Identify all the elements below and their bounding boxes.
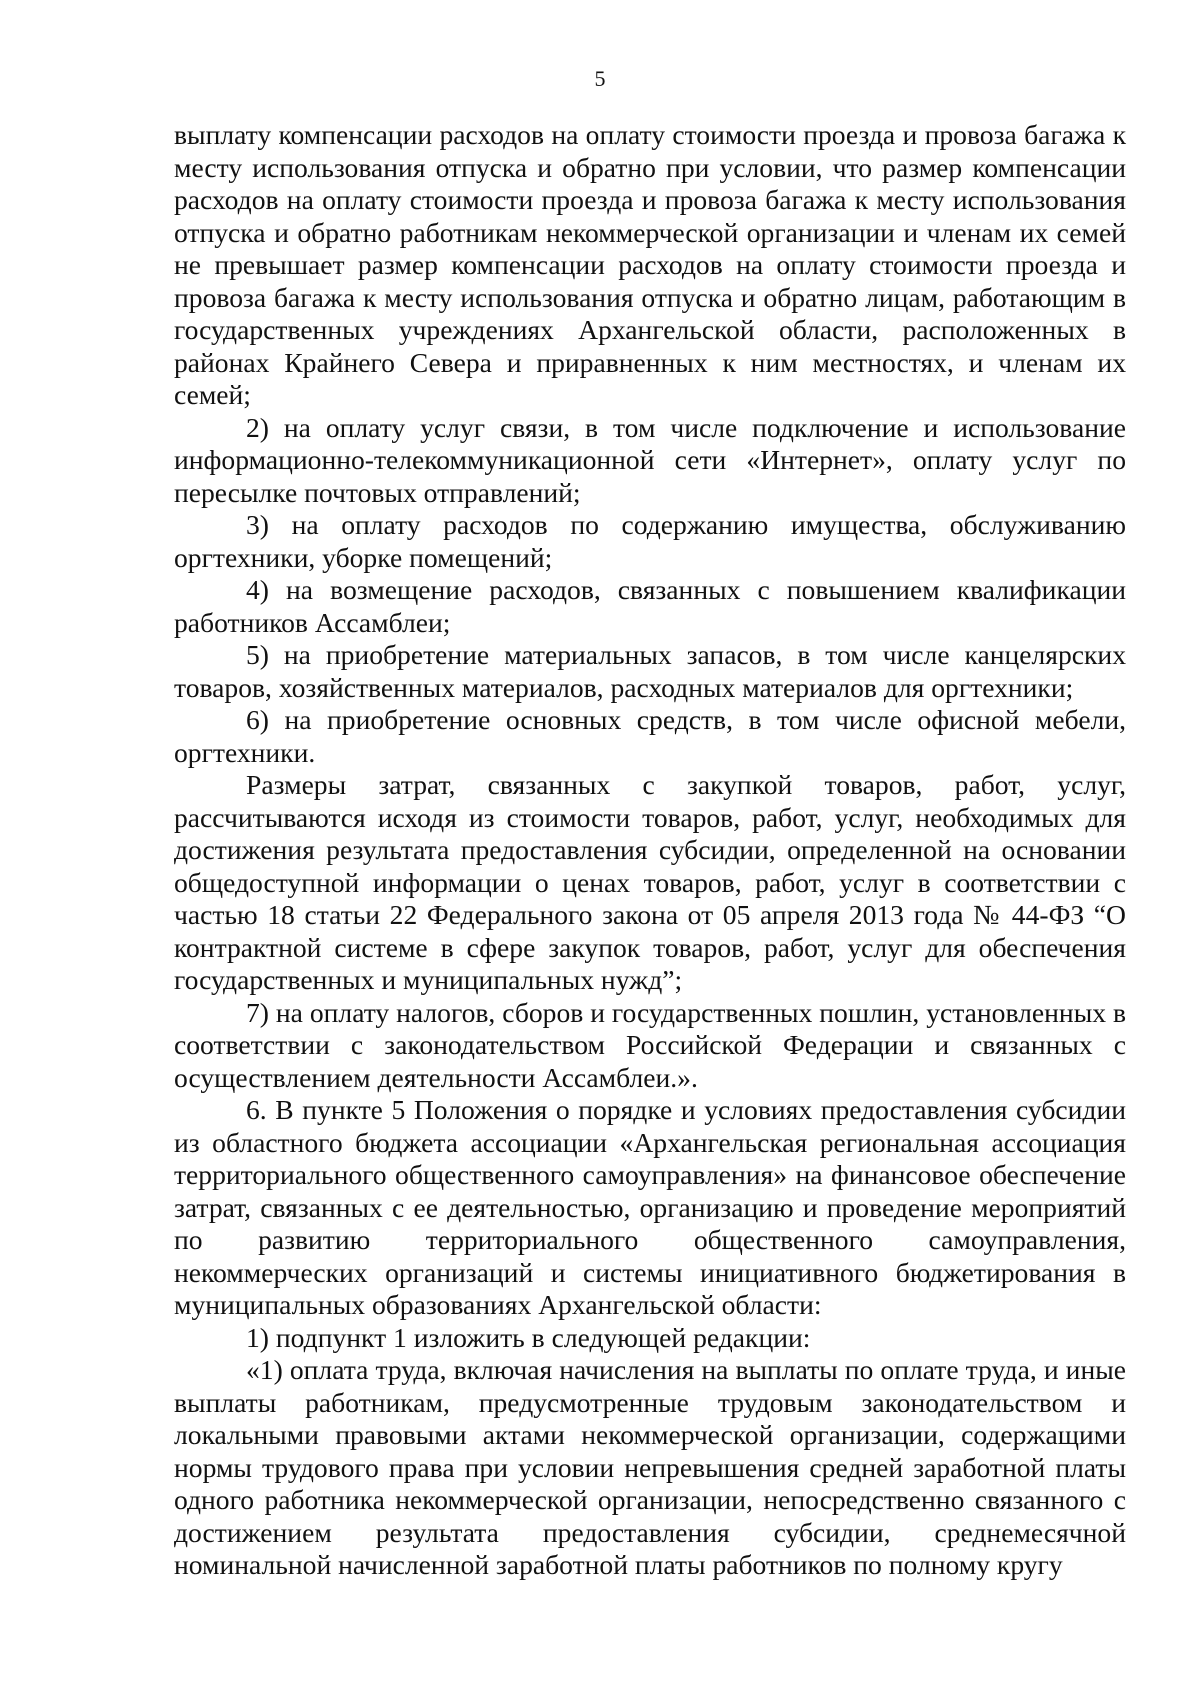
paragraph-item-4: 4) на возмещение расходов, связанных с повышением квалификации работников Ассамблеи; (174, 574, 1126, 638)
paragraph-continuation: выплату компенсации расходов на оплату стоимости проезда и провоза багажа к месту использования отпуска и обратно при условии, что размер компенсации расходов на оплату стоимости проезда и провоза багажа к месту использования отпуска и обратно работникам некоммерческой организации и членам их семей не превышает размер компенсации расходов на оплату стоимости проезда и провоза багажа к месту использования отпуска и обратно лицам, работающим в государственных учреждениях Архангельской области, расположенных в районах Крайнего Севера и приравненных к ним местностях, и членам их семей; (174, 119, 1126, 410)
paragraph-subitem-1: 1) подпункт 1 изложить в следующей редакции: (246, 1321, 811, 1353)
paragraph-costs: Размеры затрат, связанных с закупкой товаров, работ, услуг, рассчитываются исходя из стоимости товаров, работ, услуг, необходимых для достижения результата предоставления субсидии, определенной на основании общедоступной информации о ценах товаров, работ, услуг в соответствии с частью 18 статьи 22 Федерального закона от 05 апреля 2013 года № 44-ФЗ “О контрактной системе в сфере закупок товаров, работ, услуг для обеспечения государственных и муниципальных нужд”; (174, 769, 1126, 995)
paragraph-item-2: 2) на оплату услуг связи, в том числе подключение и использование информационно-телекоммуникационной сети «Интернет», оплату услуг по пересылке почтовых отправлений; (174, 411, 1126, 508)
paragraph-quote-1: «1) оплата труда, включая начисления на выплаты по оплате труда, и иные выплаты работникам, предусмотренные трудовым законодательством и локальными правовыми актами некоммерческой организации, содержащими нормы трудового права при условии непревышения средней заработной платы одного работника некоммерческой организации, непосредственно связанного с достижением результата предоставления субсидии, среднемесячной номинальной начисленной заработной платы работников по полному кругу (174, 1354, 1126, 1580)
paragraph-item-7: 7) на оплату налогов, сборов и государственных пошлин, установленных в соответствии с законодательством Российской Федерации и связанных с осуществлением деятельности Ассамблеи.». (174, 996, 1126, 1093)
paragraph-item-6: 6) на приобретение основных средств, в том числе офисной мебели, оргтехники. (174, 704, 1126, 768)
paragraph-section-6: 6. В пункте 5 Положения о порядке и условиях предоставления субсидии из областного бюджета ассоциации «Архангельская региональная ассоциация территориального общественного самоуправления» на финансовое обеспечение затрат, связанных с ее деятельностью, организацию и проведение мероприятий по развитию территориального общественного самоуправления, некоммерческих организаций и системы инициативного бюджетирования в муниципальных образованиях Архангельской области: (174, 1094, 1126, 1320)
paragraph-item-3: 3) на оплату расходов по содержанию имущества, обслуживанию оргтехники, уборке помещений; (174, 509, 1126, 573)
paragraph-item-5: 5) на приобретение материальных запасов, в том числе канцелярских товаров, хозяйственных материалов, расходных материалов для оргтехники; (174, 639, 1126, 703)
page-number: 5 (594, 66, 606, 91)
document-body (174, 119, 1126, 1582)
